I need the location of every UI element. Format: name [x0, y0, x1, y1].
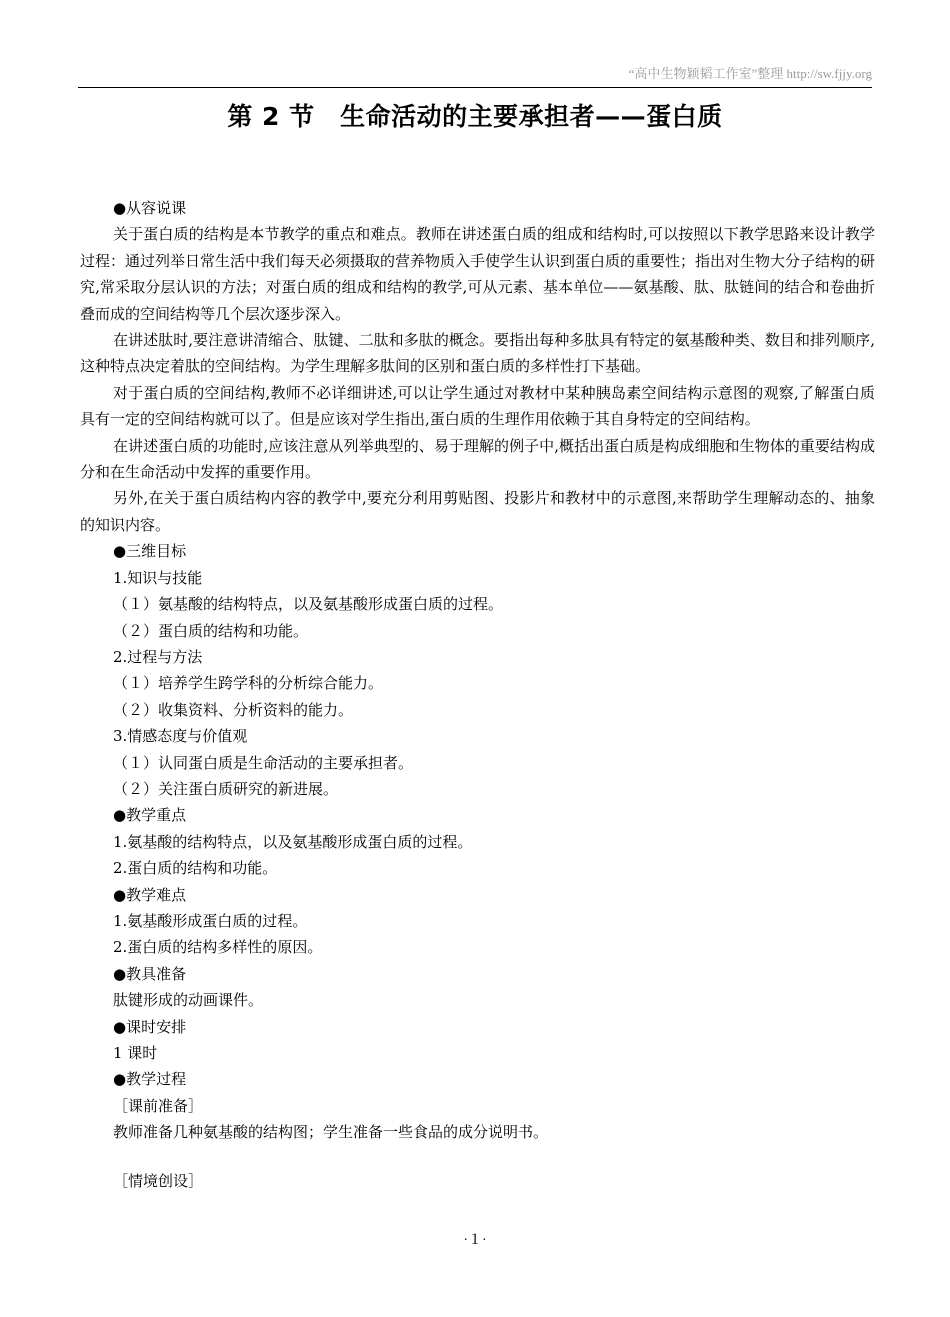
list-item: （１）培养学生跨学科的分析综合能力。: [113, 674, 384, 693]
paragraph: 在讲述蛋白质的功能时,应该注意从列举典型的、易于理解的例子中,概括出蛋白质是构成细胞和生物体的重要结构成分和在生命活动中发挥的重要作用。: [80, 436, 875, 482]
paragraph: 另外,在关于蛋白质结构内容的教学中,要充分利用剪贴图、投影片和教材中的示意图,来帮助学生理解动态的、抽象的知识内容。: [80, 489, 875, 534]
list-item: 肽键形成的动画课件。: [113, 991, 264, 1010]
list-item: （２）关注蛋白质研究的新进展。: [113, 779, 339, 798]
list-item: 1.氨基酸形成蛋白质的过程。: [113, 911, 308, 930]
page-number: ·１·: [463, 1233, 487, 1248]
list-item: 2.蛋白质的结构和功能。: [113, 859, 278, 878]
list-item: 1.氨基酸的结构特点，以及氨基酸形成蛋白质的过程。: [113, 832, 473, 851]
paragraph: 对于蛋白质的空间结构,教师不必详细讲述,可以让学生通过对教材中某种胰岛素空间结构示意图的观察,了解蛋白质具有一定的空间结构就可以了。但是应该对学生指出,蛋白质的生理作用依赖于其自身特定的空间结构。: [80, 383, 875, 429]
document-body: [80, 195, 875, 1194]
section-heading-lesson-notes: ●从容说课: [113, 199, 187, 217]
list-item: 1 课时: [113, 1044, 158, 1062]
page-title: 第 2 节 生命活动的主要承担者——蛋白质: [227, 102, 723, 131]
list-item: （１）认同蛋白质是生命活动的主要承担者。: [113, 753, 414, 772]
page-header: [78, 60, 872, 88]
section-heading-key-points: ●教学重点: [113, 806, 187, 825]
header-text: “高中生物颖韬工作室”整理 http://sw.fjjy.org: [628, 66, 872, 81]
paragraph: 在讲述肽时,要注意讲清缩合、肽键、二肽和多肽的概念。要指出每种多肽具有特定的氨基酸种类、数目和排列顺序,这种特点决定着肽的空间结构。为学生理解多肽间的区别和蛋白质的多样性打下基础。: [80, 331, 875, 376]
list-item: 2.蛋白质的结构多样性的原因。: [113, 938, 323, 957]
subheading: 3.情感态度与价值观: [113, 727, 248, 746]
spacer: [80, 1146, 875, 1168]
section-heading-materials: ●教具准备: [113, 964, 187, 983]
subheading: ［课前准备］: [113, 1096, 204, 1115]
section-heading-difficulties: ●教学难点: [113, 885, 187, 904]
list-item: （２）收集资料、分析资料的能力。: [113, 700, 354, 719]
list-item: （２）蛋白质的结构和功能。: [113, 621, 309, 640]
subheading: 1.知识与技能: [113, 568, 203, 587]
section-heading-schedule: ●课时安排: [113, 1017, 187, 1036]
list-item: （１）氨基酸的结构特点，以及氨基酸形成蛋白质的过程。: [113, 595, 504, 614]
section-heading-goals: ●三维目标: [113, 542, 187, 561]
subheading: 2.过程与方法: [113, 647, 203, 666]
paragraph: 关于蛋白质的结构是本节教学的重点和难点。教师在讲述蛋白质的组成和结构时,可以按照以下教学思路来设计教学过程：通过列举日常生活中我们每天必须摄取的营养物质入手使学生认识到蛋白质的重要性；指出对生物大分子结构的研究,常采取分层认识的方法；对蛋白质的组成和结构的教学,可从元素、基本单位——氨基酸、肽、肽链间的结合和卷曲折叠而成的空间结构等几个层次逐步深入。: [80, 225, 876, 323]
section-heading-process: ●教学过程: [113, 1070, 187, 1089]
subheading: ［情境创设］: [113, 1171, 204, 1190]
paragraph: 教师准备几种氨基酸的结构图；学生准备一些食品的成分说明书。: [113, 1123, 549, 1142]
